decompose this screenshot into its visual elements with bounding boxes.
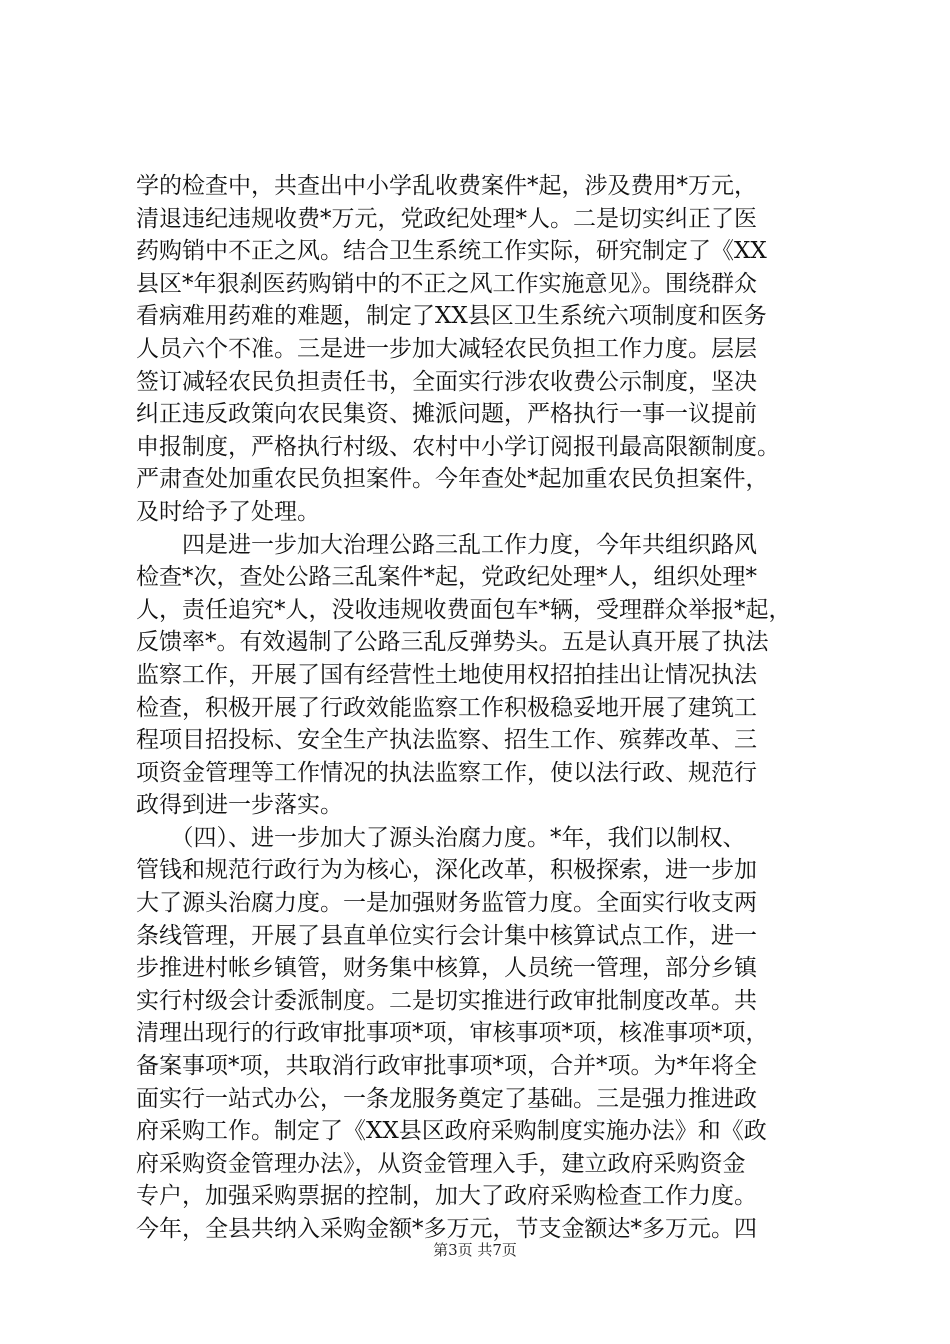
text-line: 大了源头治腐力度。一是加强财务监管力度。全面实行收支两 [136, 890, 757, 917]
text-line: （四）、进一步加大了源头治腐力度。*年，我们以制权、 [136, 824, 746, 851]
text-line: 申报制度，严格执行村级、农村中小学订阅报刊最高限额制度。 [136, 433, 780, 460]
text-line: 纠正违反政策向农民集资、摊派问题，严格执行一事一议提前 [136, 401, 757, 428]
text-line: 检查*次，查处公路三乱案件*起，党政纪处理*人，组织处理* [136, 564, 757, 591]
text-line: 备案事项*项，共取消行政审批事项*项，合并*项。为*年将全 [136, 1053, 757, 1080]
text-line: 管钱和规范行政行为为核心，深化改革，积极探索，进一步加 [136, 857, 757, 884]
text-line: 项资金管理等工作情况的执法监察工作，使以法行政、规范行 [136, 759, 757, 786]
text-line: 严肃查处加重农民负担案件。今年查处*起加重农民负担案件， [136, 466, 769, 493]
text-line: 清理出现行的行政审批事项*项，审核事项*项，核准事项*项， [136, 1020, 769, 1047]
text-line: 今年，全县共纳入采购金额*多万元，节支金额达*多万元。四 [136, 1216, 757, 1242]
text-line: 签订减轻农民负担责任书，全面实行涉农收费公示制度，坚决 [136, 368, 757, 395]
text-line: 四是进一步加大治理公路三乱工作力度，今年共组织路风 [136, 531, 757, 558]
text-line: 府采购资金管理办法》，从资金管理入手，建立政府采购资金 [136, 1150, 746, 1177]
text-line: 人，责任追究*人，没收违规收费面包车*辆，受理群众举报*起， [136, 596, 792, 623]
text-line: 实行村级会计委派制度。二是切实推进行政审批制度改革。共 [136, 987, 757, 1014]
document-body [136, 170, 820, 1246]
page-number: 第3页 共7页 [433, 1241, 517, 1259]
text-line: 条线管理，开展了县直单位实行会计集中核算试点工作，进一 [136, 922, 757, 949]
text-line: 步推进村帐乡镇管，财务集中核算，人员统一管理，部分乡镇 [136, 955, 757, 982]
text-line: 县区*年狠刹医药购销中的不正之风工作实施意见》。围绕群众 [136, 270, 757, 297]
text-line: 面实行一站式办公，一条龙服务奠定了基础。三是强力推进政 [136, 1085, 757, 1112]
text-line: 府采购工作。制定了《XX县区政府采购制度实施办法》和《政 [136, 1118, 767, 1145]
text-line: 药购销中不正之风。结合卫生系统工作实际，研究制定了《XX [136, 238, 767, 265]
text-line: 人员六个不准。三是进一步加大减轻农民负担工作力度。层层 [136, 335, 757, 362]
text-line: 监察工作，开展了国有经营性土地使用权招拍挂出让情况执法 [136, 661, 757, 688]
text-line: 政得到进一步落实。 [136, 792, 343, 819]
text-line: 专户，加强采购票据的控制，加大了政府采购检查工作力度。 [136, 1183, 757, 1210]
text-line: 清退违纪违规收费*万元，党政纪处理*人。二是切实纠正了医 [136, 205, 757, 232]
text-line: 学的检查中，共查出中小学乱收费案件*起，涉及费用*万元， [136, 173, 757, 199]
text-line: 检查，积极开展了行政效能监察工作积极稳妥地开展了建筑工 [136, 694, 757, 721]
text-line: 反馈率*。有效遏制了公路三乱反弹势头。五是认真开展了执法 [136, 629, 769, 656]
text-line: 及时给予了处理。 [136, 498, 320, 525]
text-line: 程项目招投标、安全生产执法监察、招生工作、殡葬改革、三 [136, 727, 757, 754]
text-line: 看病难用药难的难题，制定了XX县区卫生系统六项制度和医务 [136, 303, 767, 330]
